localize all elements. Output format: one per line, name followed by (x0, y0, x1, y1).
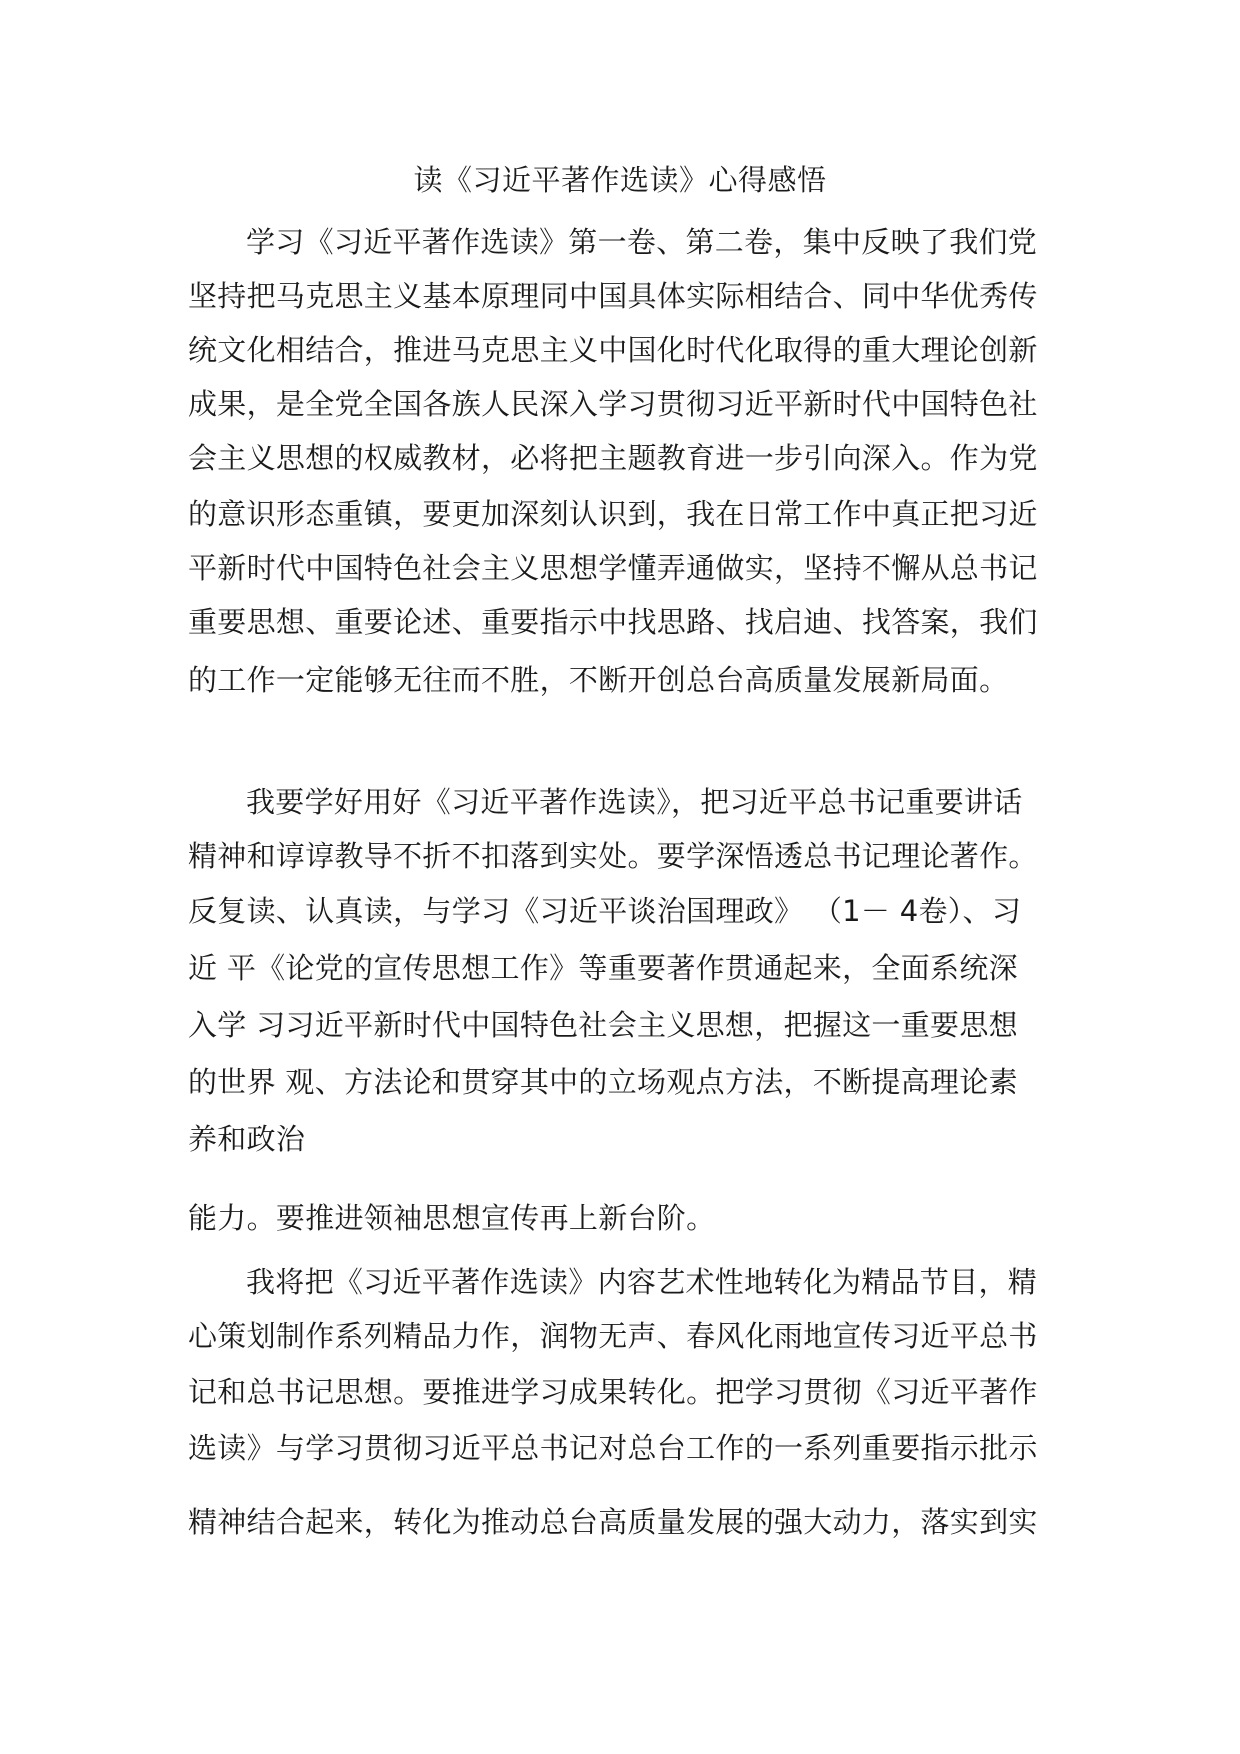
paragraph-2-line: 精神和谆谆教导不折不扣落到实处。要学深悟透总书记理论著作。 (188, 839, 1038, 873)
paragraph-1-line: 学习《习近平著作选读》第一卷、第二卷，集中反映了我们党 (246, 225, 1038, 259)
paragraph-1-line: 成果，是全党全国各族人民深入学习贯彻习近平新时代中国特色社 (188, 387, 1038, 421)
paragraph-2-line: 近 平《论党的宣传思想工作》等重要著作贯通起来，全面系统深 (188, 951, 1018, 985)
paragraph-3-line: 心策划制作系列精品力作，润物无声、春风化雨地宣传习近平总书 (188, 1319, 1038, 1353)
paragraph-2-line: 养和政治 (188, 1122, 306, 1156)
paragraph-1-line: 统文化相结合，推进马克思主义中国化时代化取得的重大理论创新 (188, 333, 1038, 367)
paragraph-2-line: 的世界 观、方法论和贯穿其中的立场观点方法，不断提高理论素 (188, 1065, 1018, 1099)
document-title: 读《习近平著作选读》心得感悟 (413, 163, 827, 197)
paragraph-1-line: 的意识形态重镇，要更加深刻认识到，我在日常工作中真正把习近 (188, 497, 1038, 531)
paragraph-1-line: 平新时代中国特色社会主义思想学懂弄通做实，坚持不懈从总书记 (188, 551, 1038, 585)
paragraph-1-line: 的工作一定能够无往而不胜，不断开创总台高质量发展新局面。 (188, 663, 1009, 697)
paragraph-3-line: 选读》与学习贯彻习近平总书记对总台工作的一系列重要指示批示 (188, 1431, 1038, 1465)
paragraph-1-line: 会主义思想的权威教材，必将把主题教育进一步引向深入。作为党 (188, 441, 1038, 475)
paragraph-2-line: 我要学好用好《习近平著作选读》，把习近平总书记重要讲话 (246, 785, 1023, 819)
paragraph-3-line: 我将把《习近平著作选读》内容艺术性地转化为精品节目，精 (246, 1265, 1038, 1299)
paragraph-2-line: 反复读、认真读，与学习《习近平谈治国理政》 （1－ 4卷）、习 (188, 894, 1022, 928)
paragraph-3-line: 精神结合起来，转化为推动总台高质量发展的强大动力，落实到实 (188, 1505, 1038, 1539)
paragraph-2-line: 入学 习习近平新时代中国特色社会主义思想，把握这一重要思想 (188, 1008, 1018, 1042)
paragraph-1-line: 重要思想、重要论述、重要指示中找思路、找启迪、找答案，我们 (188, 605, 1038, 639)
paragraph-1-line: 坚持把马克思主义基本原理同中国具体实际相结合、同中华优秀传 (188, 279, 1038, 313)
paragraph-2-line: 能力。要推进领袖思想宣传再上新台阶。 (188, 1201, 716, 1235)
paragraph-3-line: 记和总书记思想。要推进学习成果转化。把学习贯彻《习近平著作 (188, 1375, 1038, 1409)
